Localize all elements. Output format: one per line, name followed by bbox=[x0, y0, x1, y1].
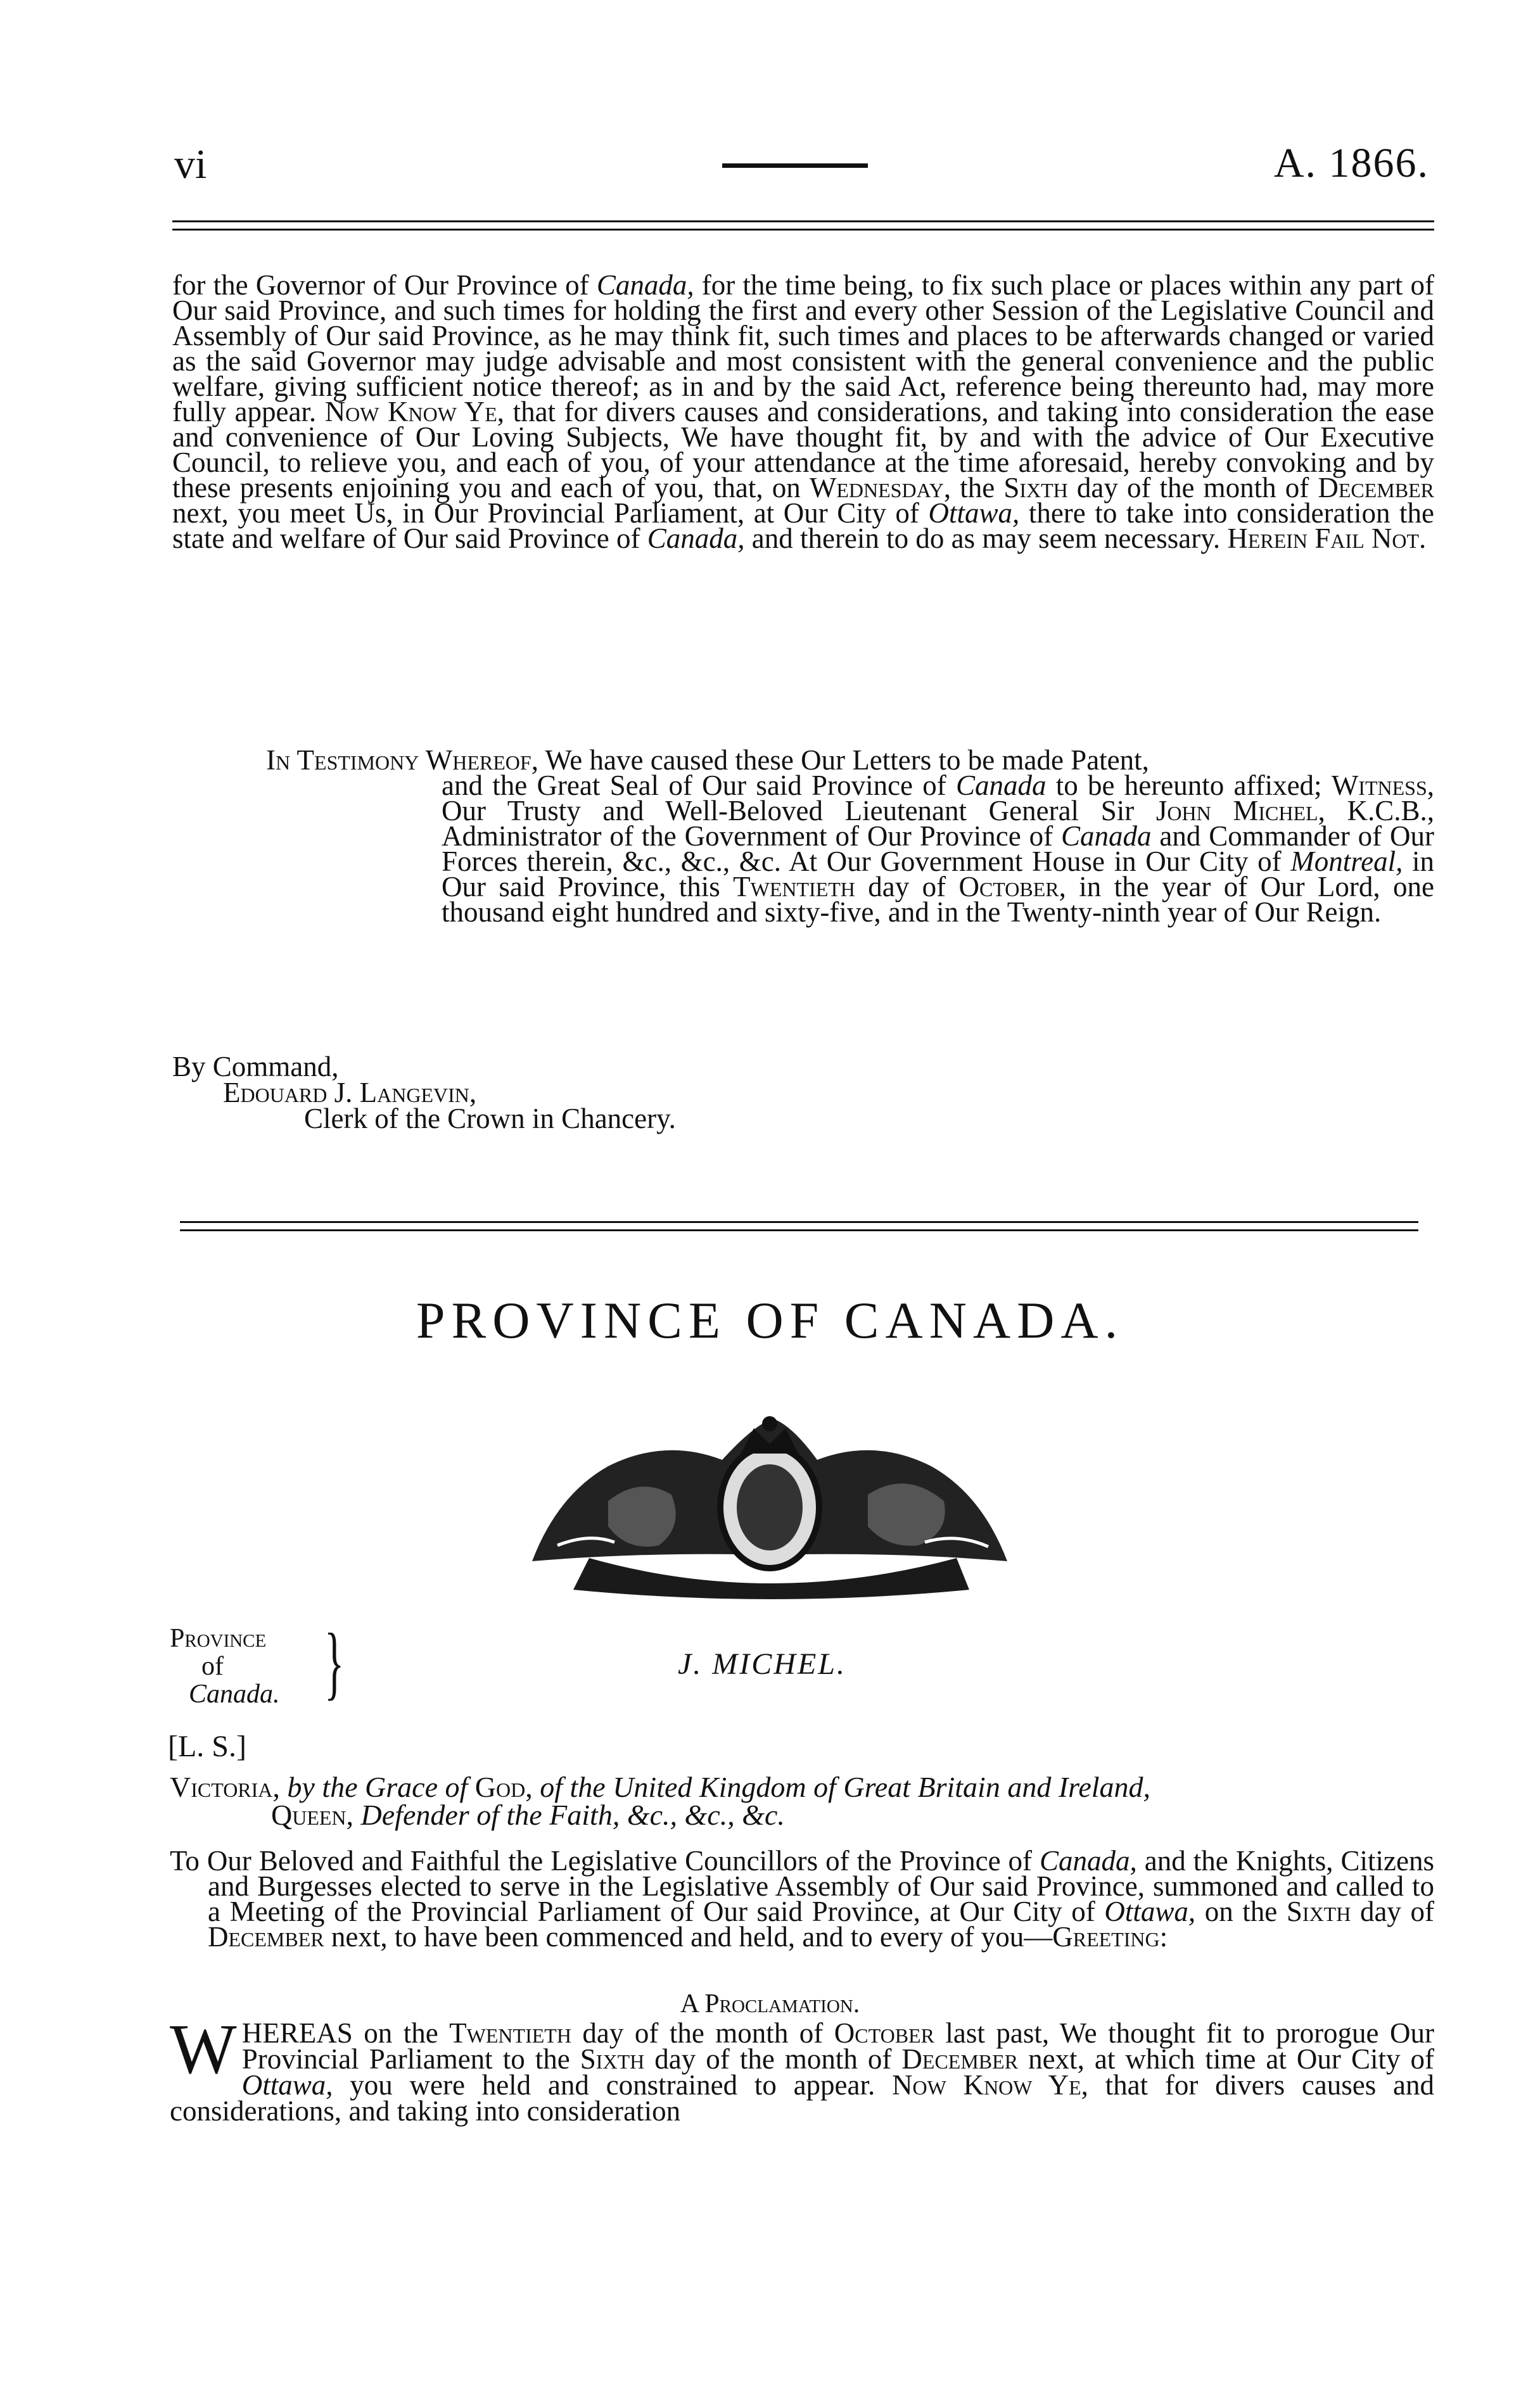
page-year: A. 1866. bbox=[1273, 140, 1429, 186]
top-double-rule bbox=[172, 220, 1434, 231]
address-text: To Our Beloved and Faithful the Legislative Councillors of the Province of Canada, and the Knights, Citizens and Burgesses elected to serve in the Legislative Assembly of Our said Province, summoned and called to a Meeting of the Provincial Parliament of Our said Province, at Our City of Ottawa, on the Sixth day of December next, to have been commenced and held, and to every of you—Greeting: bbox=[170, 1845, 1434, 1953]
drop-cap: W bbox=[170, 2010, 237, 2089]
paragraph-text: for the Governor of Our Province of Canada, for the time being, to fix such place or places within any part of Our said Province, and such times for holding the first and every other Session of the Legislative Council and Assembly of Our said Province, as he may think fit, such times and places to be afterwards changed or varied as the said Governor may judge advisable and most consistent with the general convenience and the public welfare, giving sufficient notice thereof; as in and by the said Act, reference being thereunto had, may more fully appear. Now Know Ye, that for divers causes and considerations, and taking into consideration the ease and convenience of Our Loving Subjects, We have thought fit, by and with the advice of Our Executive Council, to relieve you, and each of you, of your attendance at the time aforesaid, hereby convoking and by these presents enjoining you and each of you, that, on Wednesday, the Sixth day of the month of December next, you meet Us, in Our Provincial Parliament, at Our City of Ottawa, there to take into consideration the state and welfare of Our said Province of Canada, and therein to do as may seem necessary. Herein Fail Not. bbox=[172, 269, 1434, 554]
letters-patent-paragraph bbox=[172, 269, 1434, 554]
province-block bbox=[170, 1625, 280, 1708]
page-number: vi bbox=[174, 141, 207, 187]
header-rule bbox=[722, 163, 868, 168]
signatory-office: Clerk of the Crown in Chancery. bbox=[304, 1103, 676, 1134]
governor-name: J. MICHEL. bbox=[678, 1647, 846, 1681]
address-paragraph bbox=[170, 1845, 1434, 1953]
province-canada: Canada. bbox=[189, 1680, 280, 1709]
royal-style bbox=[170, 1773, 1437, 1829]
royal-style-line1: Victoria, by the Grace of God, of the United Kingdom of Great Britain and Ireland, bbox=[170, 1771, 1151, 1803]
province-brace: } bbox=[324, 1617, 345, 1708]
middle-double-rule bbox=[180, 1221, 1418, 1231]
page-title: PROVINCE OF CANADA. bbox=[416, 1291, 1124, 1349]
province-label: Province bbox=[170, 1624, 267, 1653]
royal-arms-emblem bbox=[513, 1400, 1026, 1609]
testimony-first-line: In Testimony Whereof, We have caused these Our Letters to be made Patent, bbox=[266, 744, 1149, 776]
testimony-body: and the Great Seal of Our said Province of Canada to be hereunto affixed; Witness, Our Trusty and Well-Beloved Lieutenant General Sir John Michel, K.C.B., Administrator of the Government of Our Province of Canada and Commander of Our Forces therein, &c., &c., &c. At Our Government House in Our City of Montreal, in Our said Province, this Twentieth day of October, in the year of Our Lord, one thousand eight hundred and sixty-five, and in the Twenty-ninth year of Our Reign. bbox=[442, 770, 1434, 928]
province-of: of bbox=[201, 1652, 224, 1681]
by-command: By Command, bbox=[172, 1051, 339, 1082]
proclamation-text: HEREAS on the Twentieth day of the month of October last past, We thought fit to prorogue Our Provincial Parliament to the Sixth day of the month of December next, at which time at Our City of Ottawa, you were held and constrained to appear. Now Know Ye, that for divers causes and considerations, and taking into consideration bbox=[170, 2017, 1435, 2127]
proclamation-paragraph bbox=[170, 2010, 1435, 2127]
seal-mark: [L. S.] bbox=[168, 1730, 246, 1763]
signatory-name: Edouard J. Langevin, bbox=[223, 1077, 477, 1108]
royal-style-line2: Queen, Defender of the Faith, &c., &c., &c. bbox=[271, 1799, 785, 1831]
proclamation-heading: A Proclamation. bbox=[680, 1989, 860, 2018]
testimony-block bbox=[266, 744, 1434, 928]
